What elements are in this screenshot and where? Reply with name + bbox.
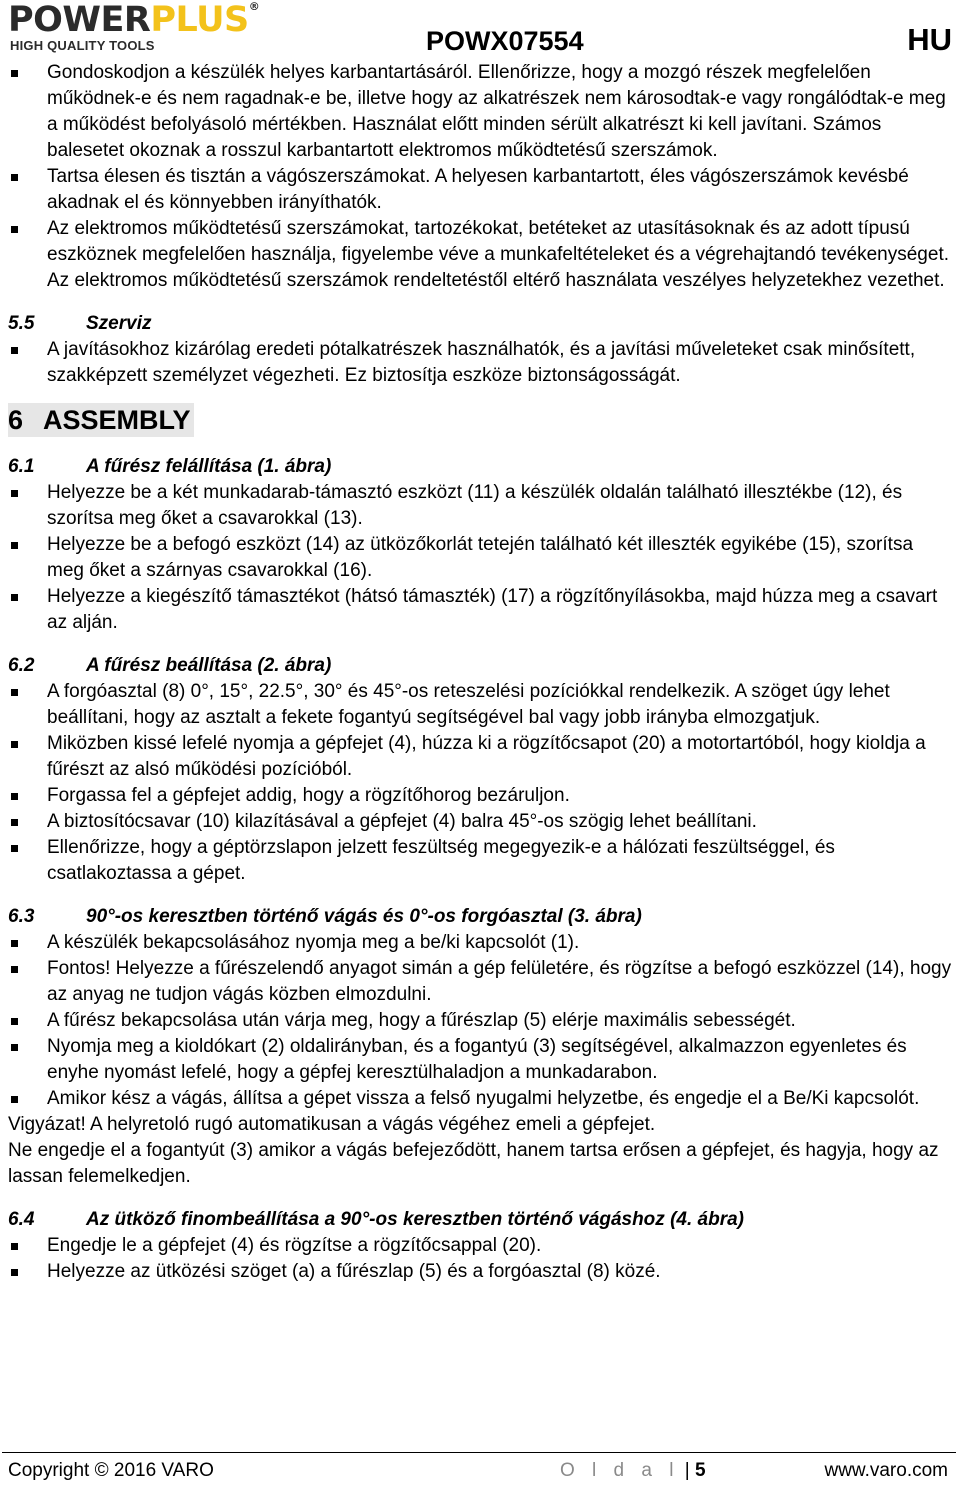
- list-item: Gondoskodjon a készülék helyes karbantartásáról. Ellenőrizze, hogy a mozgó részek megfelelően működnek-e és nem ragadnak-e be, illetve hogy az alkatrészek nem károsodtak-e vagy rongálódtak-e meg a működést befolyásoló mértékben. Használat előtt minden sérült alkatrészt ki kell javítani. Számos balesetet okoznak a rosszul karbantartott elektromos működtetésű szerszámok.: [8, 60, 952, 164]
- bullet-icon: [11, 70, 18, 77]
- section-heading-6-4: 6.4 Az ütköző finombeállítása a 90°-os keresztben történő vágáshoz (4. ábra): [8, 1209, 744, 1230]
- list-item: Tartsa élesen és tisztán a vágószerszámokat. A helyesen karbantartott, éles vágószerszámok kevésbé akadnak el és könnyebben irányíthatók.: [8, 164, 952, 216]
- model-number: POWX07554: [426, 26, 584, 56]
- page-header: [0, 0, 960, 60]
- section-heading-6-3: 6.3 90°-os keresztben történő vágás és 0°-os forgóasztal (3. ábra): [8, 906, 642, 927]
- instruction-note: Ne engedje el a fogantyút (3) amikor a vágás befejeződött, hanem tartsa erősen a gépfejet, és hagyja, hogy az lassan felemelkedjen.: [8, 1140, 939, 1187]
- section-heading-5-5: 5.5 Szerviz: [8, 313, 152, 334]
- list-item: Az elektromos működtetésű szerszámokat, tartozékokat, betéteket az utasításoknak és az adott típusú eszköznek megfelelően használja, figyelembe véve a munkafeltételeket és a végrehajtandó tevékenységet. Az elektromos működtetésű szerszámok rendeltetéstől eltérő használata veszélyes helyzetekhez vezethet.: [8, 216, 952, 294]
- bullet-icon: [11, 174, 18, 181]
- list-item: Helyezze be a befogó eszközt (14) az ütközőkorlát tetején található két illeszték egyikébe (15), szorítsa meg őket a szárnyas csavarokkal (16).: [8, 532, 952, 584]
- bullet-icon: [11, 689, 18, 696]
- logo-tagline: HIGH QUALITY TOOLS: [10, 38, 155, 53]
- bullet-icon: [11, 845, 18, 852]
- document-body: [8, 60, 952, 1285]
- page-number: 5: [694, 1460, 706, 1481]
- list-item: Fontos! Helyezze a fűrészelendő anyagot simán a gép felületére, és rögzítse a befogó eszközzel (14), hogy az anyag ne tudjon vágás közben elmozdulni.: [8, 956, 952, 1008]
- list-item: A forgóasztal (8) 0°, 15°, 22.5°, 30° és 45°-os reteszelési pozíciókkal rendelkezik. A szöget úgy lehet beállítani, hogy az asztalt a fekete fogantyú segítségével bal vagy jobb irányba elmozgatjuk.: [8, 679, 952, 731]
- website-link[interactable]: www.varo.com: [824, 1460, 948, 1481]
- bullet-icon: [11, 940, 18, 947]
- bullet-icon: [11, 1243, 18, 1250]
- list-item: Engedje le a gépfejet (4) és rögzítse a rögzítőcsappal (20).: [8, 1233, 952, 1259]
- bullet-icon: [11, 741, 18, 748]
- list-item: Helyezze az ütközési szöget (a) a fűrészlap (5) és a forgóasztal (8) közé.: [8, 1259, 952, 1285]
- logo-wordmark: POWERPLUS®: [8, 0, 260, 40]
- warning-note: Vigyázat! A helyretoló rugó automatikusan a vágás végéhez emeli a gépfejet.: [8, 1114, 656, 1135]
- copyright-text: Copyright © 2016 VARO: [8, 1460, 214, 1481]
- section-heading-6-2: 6.2 A fűrész beállítása (2. ábra): [8, 655, 332, 676]
- list-item: Amikor kész a vágás, állítsa a gépet vissza a felső nyugalmi helyzetbe, és engedje el a Be/Ki kapcsolót.: [8, 1086, 952, 1112]
- list-item: A javításokhoz kizárólag eredeti pótalkatrészek használhatók, és a javítási műveleteket csak minősített, szakképzett személyzet végezheti. Ez biztosítja eszköze biztonságosságát.: [8, 337, 952, 389]
- bullet-icon: [11, 966, 18, 973]
- list-item: Nyomja meg a kioldókart (2) oldalirányban, és a fogantyú (3) segítségével, alkalmazzon egyenletes és enyhe nyomást lefelé, hogy a gépfej keresztülhaladjon a munkadarabon.: [8, 1034, 952, 1086]
- bullet-icon: [11, 1096, 18, 1103]
- powerplus-logo: [8, 0, 298, 54]
- bullet-icon: [11, 819, 18, 826]
- page-footer: [0, 1450, 960, 1487]
- bullet-icon: [11, 542, 18, 549]
- bullet-icon: [11, 490, 18, 497]
- list-item: Helyezze a kiegészítő támasztékot (hátsó támaszték) (17) a rögzítőnyílásokba, majd húzza meg a csavart az alján.: [8, 584, 952, 636]
- language-code: HU: [907, 22, 952, 57]
- chapter-heading: 6 ASSEMBLY: [8, 403, 194, 437]
- list-item: Helyezze be a két munkadarab-támasztó eszközt (11) a készülék oldalán található illesztékbe (12), és szorítsa meg őket a csavarokkal (13).: [8, 480, 952, 532]
- bullet-icon: [11, 1269, 18, 1276]
- list-item: Miközben kissé lefelé nyomja a gépfejet (4), húzza ki a rögzítőcsapot (20) a motortartóból, hogy kioldja a fűrészt az alsó működési pozícióból.: [8, 731, 952, 783]
- bullet-icon: [11, 594, 18, 601]
- bullet-icon: [11, 793, 18, 800]
- list-item: A biztosítócsavar (10) kilazításával a gépfejet (4) balra 45°-os szögig lehet beállítani.: [8, 809, 952, 835]
- list-item: A készülék bekapcsolásához nyomja meg a be/ki kapcsolót (1).: [8, 930, 952, 956]
- bullet-icon: [11, 226, 18, 233]
- bullet-icon: [11, 1044, 18, 1051]
- bullet-icon: [11, 347, 18, 354]
- list-item: A fűrész bekapcsolása után várja meg, hogy a fűrészlap (5) elérje maximális sebességét.: [8, 1008, 952, 1034]
- footer-divider: [2, 1452, 956, 1453]
- page-indicator: O l d a l | 5: [560, 1460, 706, 1481]
- bullet-icon: [11, 1018, 18, 1025]
- list-item: Ellenőrizze, hogy a géptörzslapon jelzett feszültség megegyezik-e a hálózati feszültséggel, és csatlakoztassa a gépet.: [8, 835, 952, 887]
- section-heading-6-1: 6.1 A fűrész felállítása (1. ábra): [8, 456, 332, 477]
- list-item: Forgassa fel a gépfejet addig, hogy a rögzítőhorog bezáruljon.: [8, 783, 952, 809]
